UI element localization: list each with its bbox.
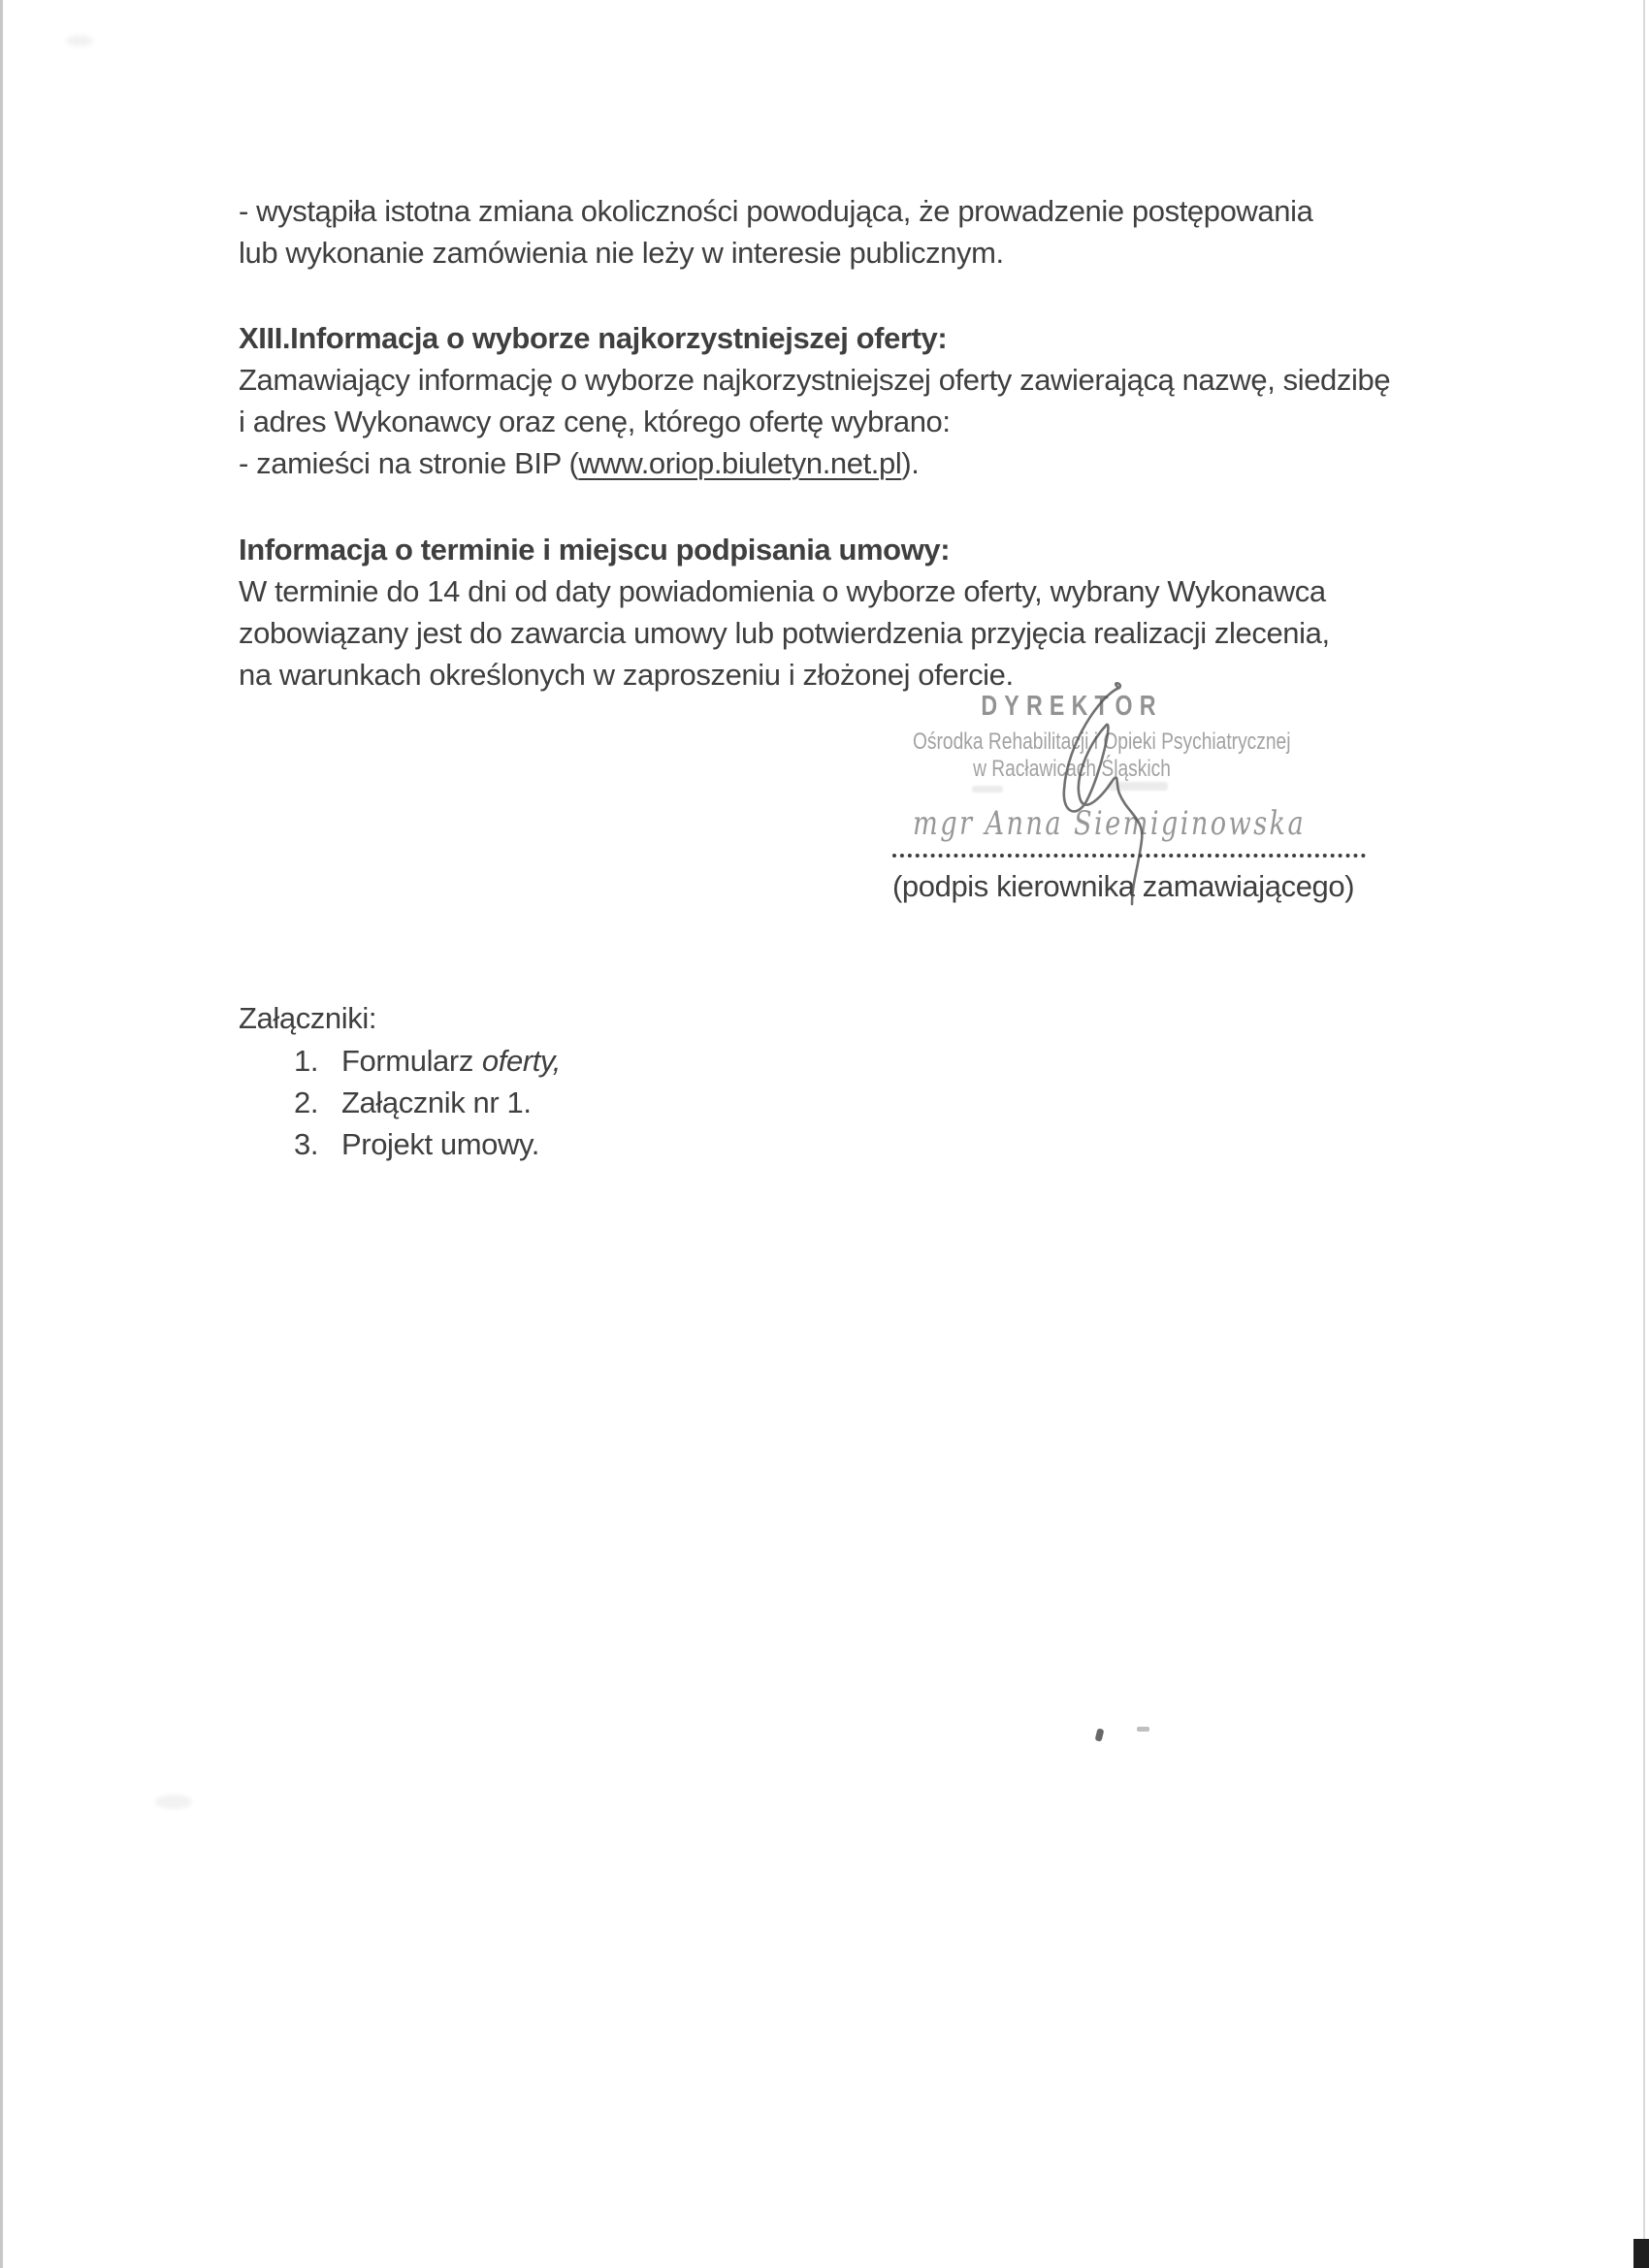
handwritten-signature bbox=[1048, 675, 1164, 923]
attachment-item-text: Formularz bbox=[341, 1044, 473, 1078]
scan-smudge bbox=[66, 35, 93, 47]
attachments-heading: Załączniki: bbox=[239, 1001, 377, 1035]
attachment-item bbox=[294, 1082, 540, 1123]
attachment-item-number: 2. bbox=[294, 1085, 319, 1119]
stamp-title: DYREKTOR bbox=[981, 691, 1163, 722]
section-choice-line-3 bbox=[239, 442, 920, 484]
section-signing-heading: Informacja o terminie i miejscu podpisania umowy: bbox=[239, 533, 951, 567]
attachment-item-number: 1. bbox=[294, 1044, 319, 1078]
attachment-item-text: Projekt umowy. bbox=[341, 1127, 539, 1161]
section-signing-line-2: zobowiązany jest do zawarcia umowy lub potwierdzenia przyjęcia realizacji zlecenia, bbox=[239, 616, 1330, 650]
attachment-item-number: 3. bbox=[294, 1127, 319, 1161]
section-choice-line-1: Zamawiający informację o wyborze najkorzystniejszej oferty zawierającą nazwę, siedzibę bbox=[239, 363, 1391, 397]
scan-speck bbox=[1095, 1728, 1105, 1741]
paragraph-cancellation-line-2: lub wykonanie zamówienia nie leży w interesie publicznym. bbox=[239, 236, 1004, 270]
scan-smudge bbox=[155, 1795, 192, 1809]
section-signing-line-3: na warunkach określonych w zaproszeniu i złożonej ofercie. bbox=[239, 658, 1014, 692]
paragraph-cancellation-line-1: - wystąpiła istotna zmiana okoliczności powodująca, że prowadzenie postępowania bbox=[239, 194, 1313, 228]
bip-url-link: www.oriop.biuletyn.net.pl bbox=[578, 446, 902, 480]
section-choice-heading: XIII.Informacja o wyborze najkorzystniejszej oferty: bbox=[239, 321, 948, 355]
stamp-org-line-2: w Racławicach Śląskich bbox=[973, 756, 1171, 782]
bip-line-prefix: - zamieści na stronie BIP ( bbox=[239, 446, 579, 480]
scan-edge-line-right bbox=[1643, 0, 1645, 2268]
stamp-faint-marks bbox=[972, 786, 1003, 793]
attachment-item bbox=[294, 1123, 548, 1165]
attachment-item-text: Załącznik nr 1. bbox=[341, 1085, 532, 1119]
bip-line-suffix: ). bbox=[901, 446, 920, 480]
scan-speck bbox=[1137, 1727, 1149, 1732]
section-signing-line-1: W terminie do 14 dni od daty powiadomienia o wyborze oferty, wybrany Wykonawca bbox=[239, 574, 1326, 608]
stamp-org-line-1: Ośrodka Rehabilitacji i Opieki Psychiatrycznej bbox=[913, 729, 1291, 755]
signature-caption: (podpis kierownika zamawiającego) bbox=[892, 869, 1355, 903]
scan-corner-mark bbox=[1633, 2239, 1649, 2268]
scan-edge-line-left bbox=[0, 0, 3, 2268]
attachment-item-italic: oferty, bbox=[481, 1044, 561, 1078]
stamp-director-name: mgr Anna Siemiginowska bbox=[913, 804, 1307, 843]
section-choice-line-2: i adres Wykonawcy oraz cenę, którego ofertę wybrano: bbox=[239, 405, 951, 438]
attachment-item bbox=[294, 1040, 561, 1082]
